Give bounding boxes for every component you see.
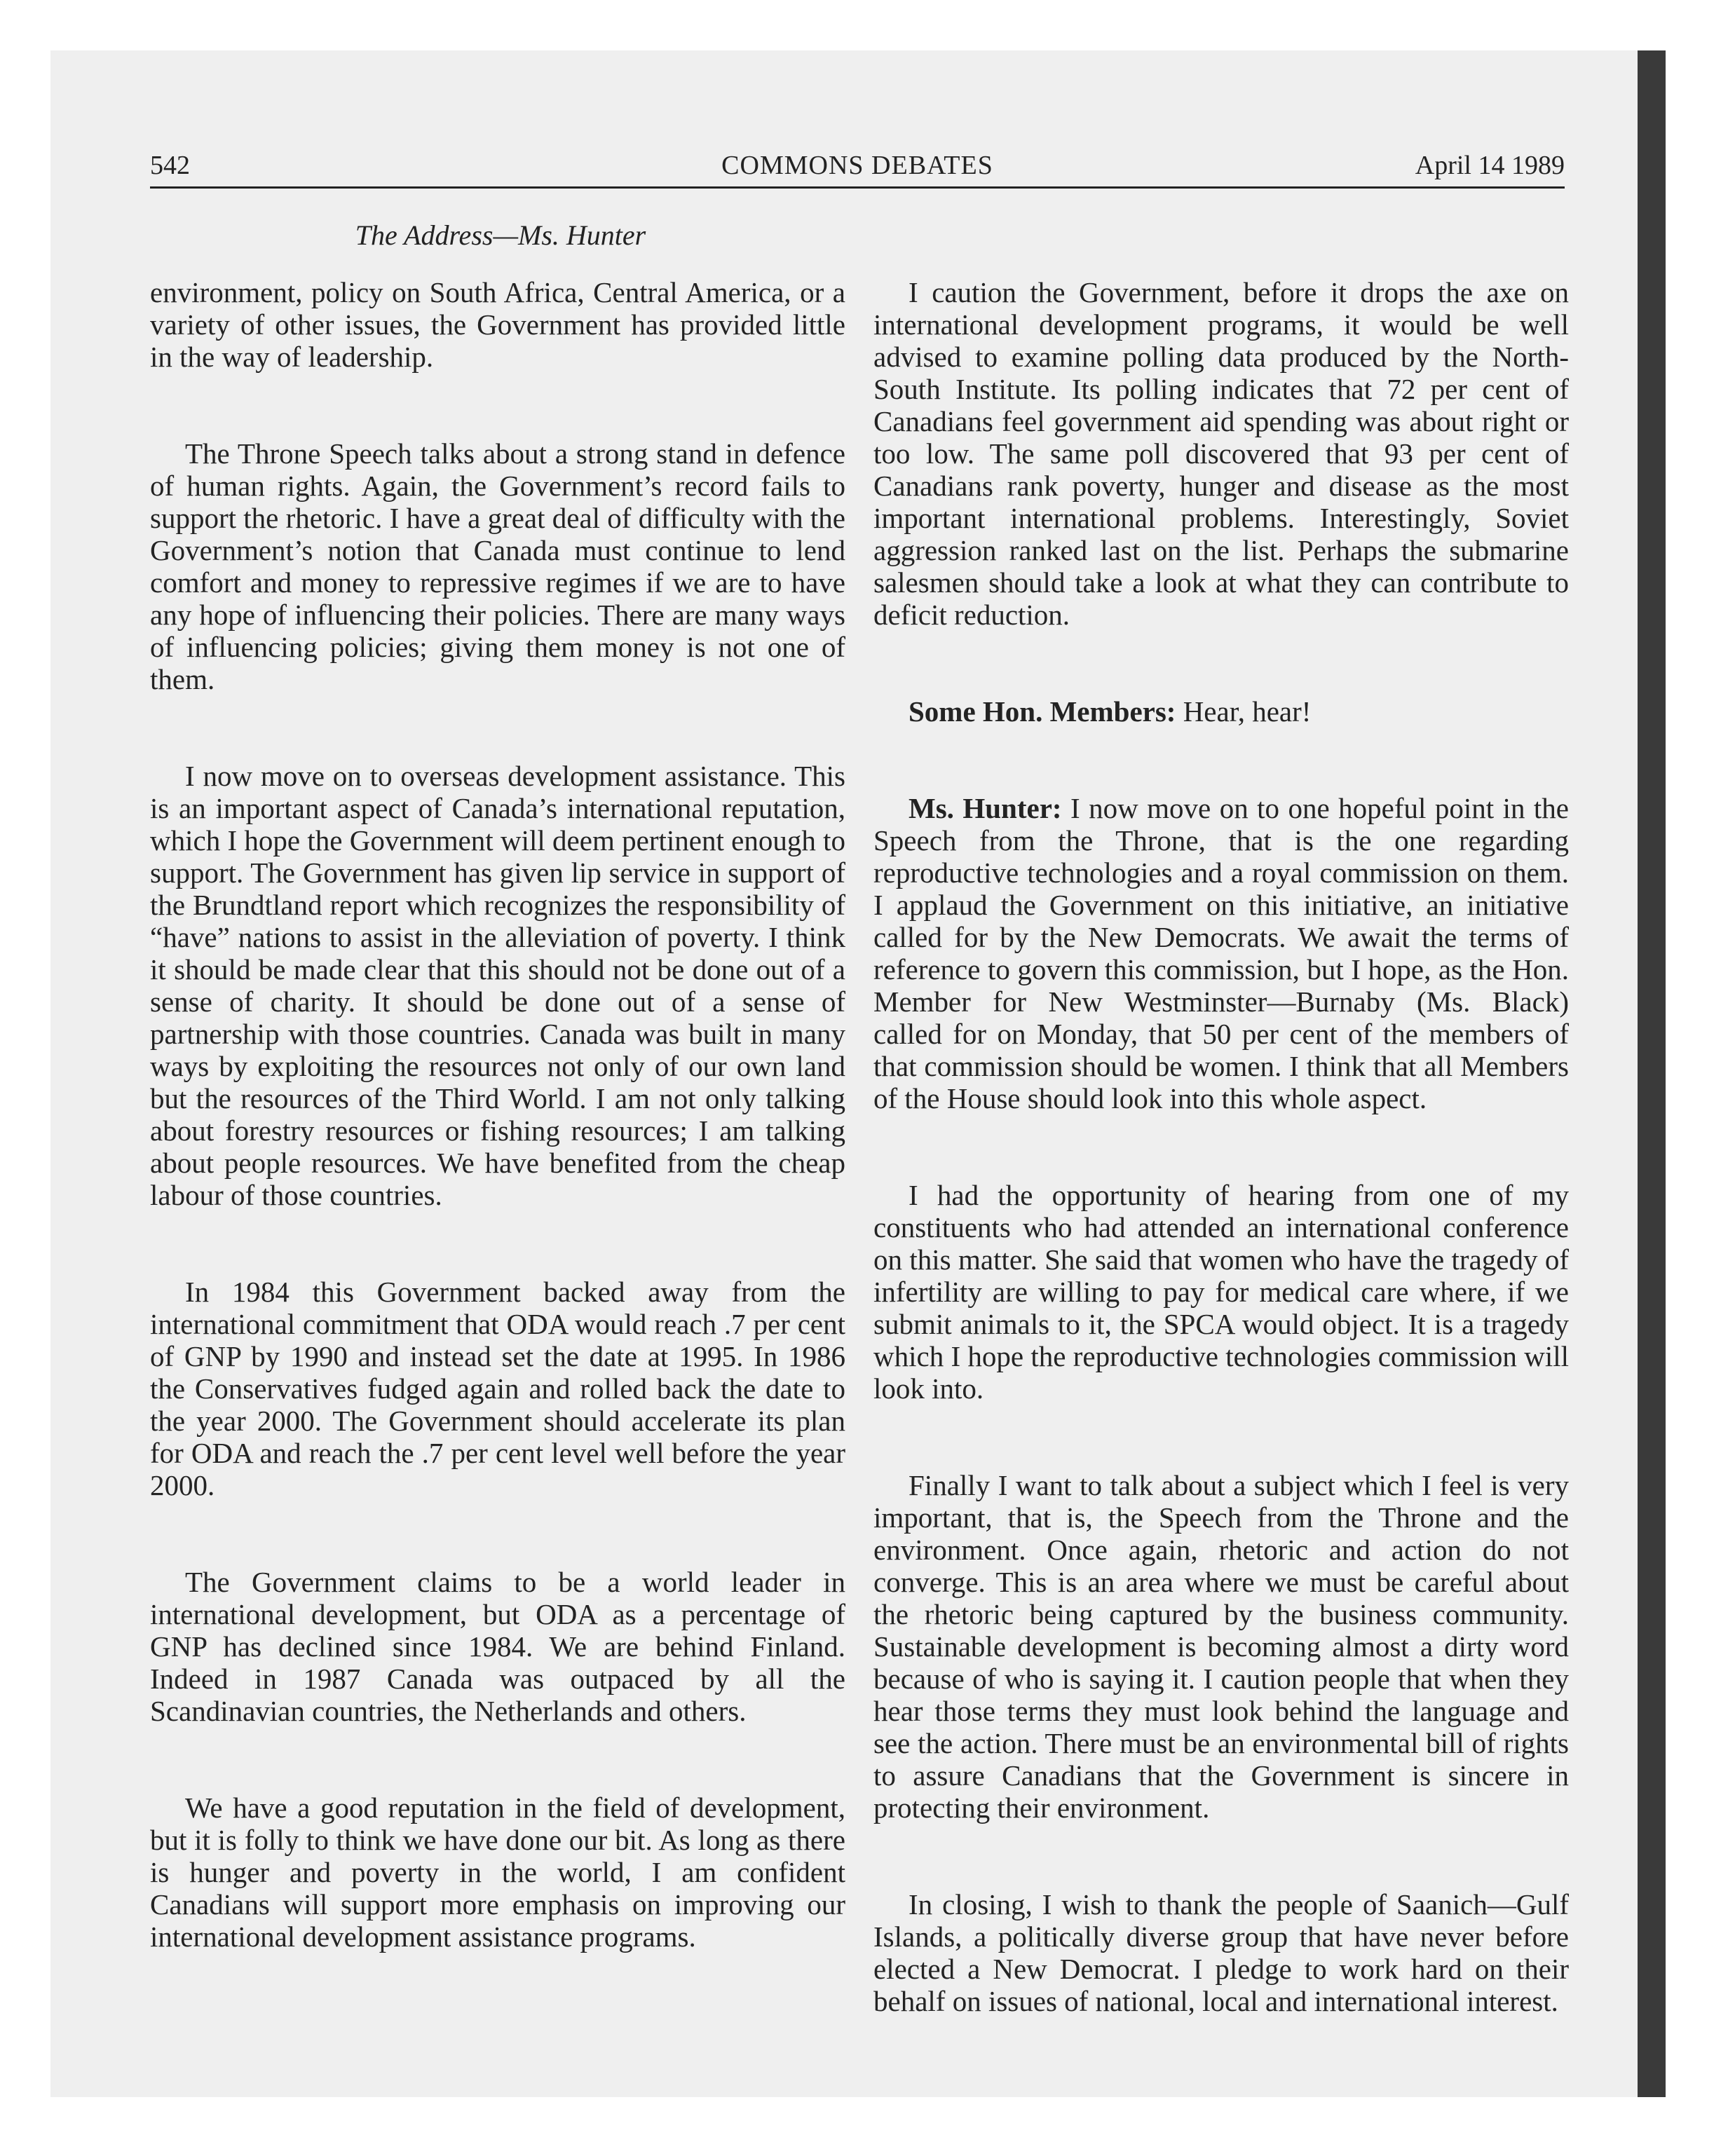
speaker-name: Ms. Hunter:: [909, 792, 1062, 824]
speaker-name: Some Hon. Members:: [909, 695, 1176, 728]
speech-paragraph: [873, 695, 1569, 728]
paragraph: I had the opportunity of hearing from one of my constituents who had attended an international conference on this matter. She said that women who have the tragedy of infertility are willing to pay for medical care where, if we submit animals to it, the SPCA would object. It is a tragedy which I hope the reproductive technologies commission will look into.: [873, 1179, 1569, 1405]
journal-title: COMMONS DEBATES: [721, 151, 993, 180]
speech-paragraph: [873, 792, 1569, 1114]
page-number: 542: [150, 151, 190, 180]
paragraph: I now move on to overseas development assistance. This is an important aspect of Canada’s international reputation, which I hope the Government will deem pertinent enough to support. The Government has given lip service in support of the Brundtland report which recognizes the responsibility of “have” nations to assist in the alleviation of poverty. I think it should be made clear that this should not be done out of a sense of charity. It should be done out of a sense of partnership with those countries. Canada was built in many ways by exploiting the resources not only of our own land but the resources of the Third World. I am not only talking about forestry resources or fishing resources; I am talking about people resources. We have benefited from the cheap labour of those countries.: [150, 760, 845, 1211]
scan-edge-shadow: [1638, 50, 1666, 2097]
running-head: The Address—Ms. Hunter: [355, 219, 646, 251]
speech-text: Hear, hear!: [1176, 695, 1312, 728]
paragraph: The Throne Speech talks about a strong stand in defence of human rights. Again, the Government’s record fails to support the rhetoric. I have a great deal of difficulty with the Government’s notion that Canada must continue to lend comfort and money to repressive regimes if we are to have any hope of influencing their policies. There are many ways of influencing policies; giving them money is not one of them.: [150, 437, 846, 695]
paragraph: We have a good reputation in the field of development, but it is folly to think we have done our bit. As long as there is hunger and poverty in the world, I am confident Canadians will support more emphasis on improving our international development assistance programs.: [150, 1792, 845, 1953]
paragraph: In closing, I wish to thank the people of Saanich—Gulf Islands, a politically diverse group that have never before elected a New Democrat. I pledge to work hard on their behalf on issues of national, local and international interest.: [873, 1888, 1569, 2017]
paragraph: Finally I want to talk about a subject which I feel is very important, that is, the Speech from the Throne and the environment. Once again, rhetoric and action do not converge. This is an area where we must be careful about the rhetoric being captured by the business community. Sustainable development is becoming almost a dirty word because of who is saying it. I caution people that when they hear those terms they must look behind the language and see the action. There must be an environmental bill of rights to assure Canadians that the Government is sincere in protecting their environment.: [873, 1469, 1569, 1824]
speech-text: I now move on to one hopeful point in the Speech from the Throne, that is the one regarding reproductive technologies and a royal commission on them. I applaud the Government on this initiative, an initiative called for by the New Democrats. We await the terms of reference to govern this commission, but I hope, as the Hon. Member for New Westminster—Burnaby (Ms. Black) called for on Monday, that 50 per cent of the members of that commission should be women. I think that all Members of the House should look into this whole aspect.: [873, 792, 1569, 1114]
paragraph: I caution the Government, before it drops the axe on international development programs, it would be well advised to examine polling data produced by the North-South Institute. Its polling indicates that 72 per cent of Canadians feel government aid spending was about right or too low. The same poll discovered that 93 per cent of Canadians rank poverty, hunger and disease as the most important international problems. Interestingly, Soviet aggression ranked last on the list. Perhaps the submarine salesmen should take a look at what they can contribute to deficit reduction.: [873, 276, 1569, 631]
paragraph: In 1984 this Government backed away from the international commitment that ODA would reach .7 per cent of GNP by 1990 and instead set the date at 1995. In 1986 the Conservatives fudged again and rolled back the date to the year 2000. The Government should accelerate its plan for ODA and reach the .7 per cent level well before the year 2000.: [150, 1276, 845, 1501]
left-column: [150, 276, 845, 1953]
paragraph: environment, policy on South Africa, Central America, or a variety of other issues, the Government has provided little in the way of leadership.: [150, 276, 845, 373]
page-header: [150, 144, 1565, 189]
issue-date: April 14 1989: [1415, 151, 1565, 180]
right-column: [873, 276, 1569, 2017]
paragraph: The Government claims to be a world leader in international development, but ODA as a percentage of GNP has declined since 1984. We are behind Finland. Indeed in 1987 Canada was outpaced by all the Scandinavian countries, the Netherlands and others.: [150, 1566, 845, 1727]
